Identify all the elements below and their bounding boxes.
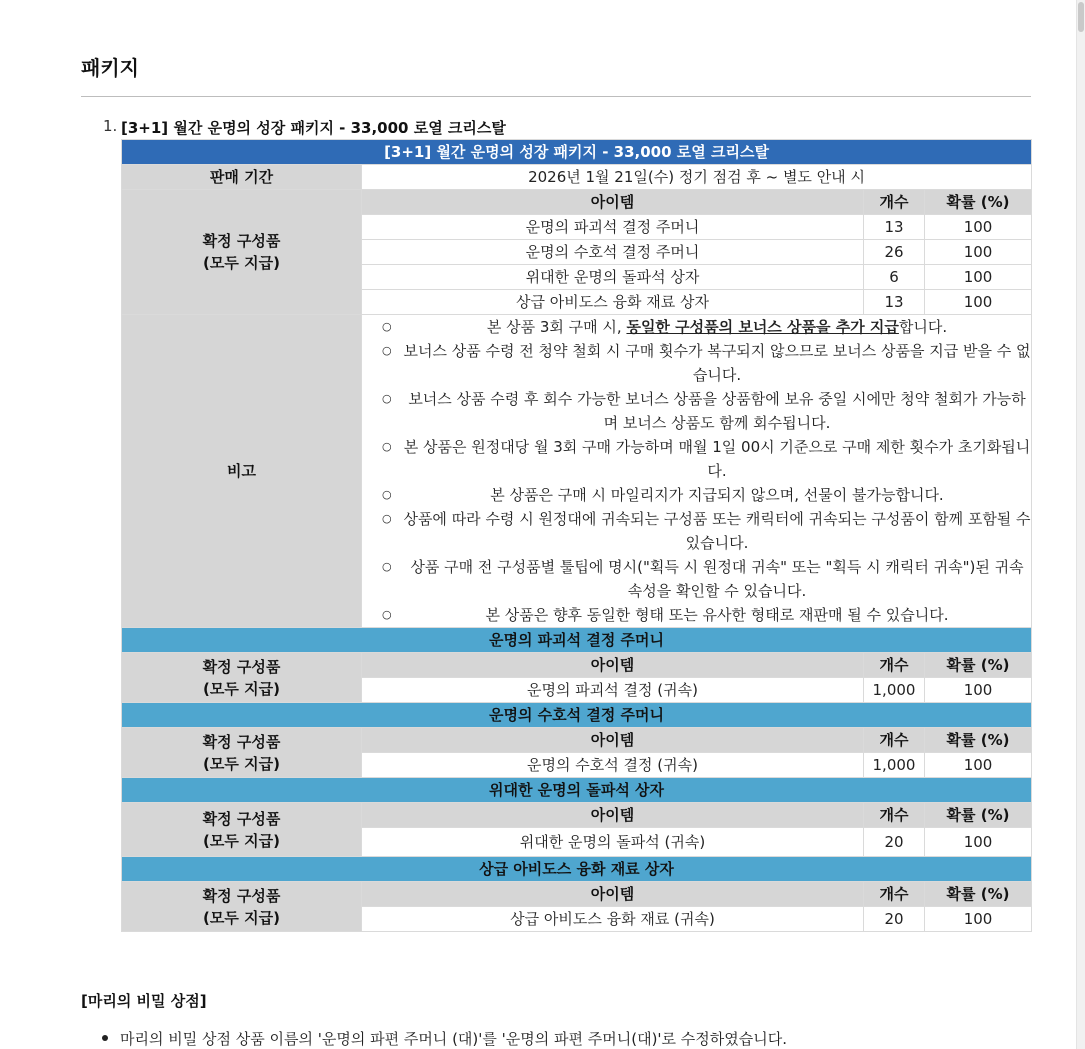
col-head-count: 개수 <box>864 882 925 907</box>
note-text: 본 상품은 원정대당 월 3회 구매 가능하며 매월 1일 00시 기준으로 구매 제한 횟수가 초기화됩니다. <box>403 438 1031 480</box>
item-count: 13 <box>864 215 925 240</box>
fixed-components-label <box>122 882 362 932</box>
fixed-components-label <box>122 190 362 315</box>
sub-box-header: 운명의 수호석 결정 주머니 <box>122 703 1032 728</box>
note-text: 보너스 상품 수령 후 회수 가능한 보너스 상품을 상품함에 보유 중일 시에만 청약 철회가 가능하며 보너스 상품도 함께 회수됩니다. <box>408 390 1026 432</box>
item-prob: 100 <box>925 265 1032 290</box>
sub-box-header: 위대한 운명의 돌파석 상자 <box>122 778 1032 803</box>
note-text: 보너스 상품 수령 전 청약 철회 시 구매 횟수가 복구되지 않으므로 보너스 상품을 지급 받을 수 없습니다. <box>403 342 1031 384</box>
package-list-number: 1. <box>103 117 118 135</box>
circle-bullet-icon: ○ <box>382 608 392 621</box>
bullet-dot-icon <box>102 1035 108 1041</box>
col-head-item: 아이템 <box>362 882 864 907</box>
fixed-components-label-line2: (모두 지급) <box>203 908 280 927</box>
circle-bullet-icon: ○ <box>382 560 392 573</box>
item-name: 위대한 운명의 돌파석 상자 <box>362 265 864 290</box>
circle-bullet-icon: ○ <box>382 344 392 357</box>
item-prob: 100 <box>925 290 1032 315</box>
item-name: 운명의 수호석 결정 (귀속) <box>362 753 864 778</box>
item-count: 1,000 <box>864 678 925 703</box>
item-count: 6 <box>864 265 925 290</box>
col-head-count: 개수 <box>864 190 925 215</box>
item-name: 상급 아비도스 융화 재료 상자 <box>362 290 864 315</box>
list-item <box>362 435 1031 483</box>
fixed-components-label <box>122 728 362 778</box>
fixed-components-label <box>122 653 362 703</box>
fixed-components-label-line2: (모두 지급) <box>203 754 280 773</box>
col-head-prob: 확률 (%) <box>925 728 1032 753</box>
col-head-item: 아이템 <box>362 653 864 678</box>
list-item <box>362 507 1031 555</box>
fixed-components-label <box>122 803 362 857</box>
col-head-count: 개수 <box>864 653 925 678</box>
list-item <box>102 1028 787 1049</box>
package-title: [3+1] 월간 운명의 성장 패키지 - 33,000 로열 크리스탈 <box>121 119 506 137</box>
package-table <box>121 139 1032 932</box>
item-count: 13 <box>864 290 925 315</box>
item-count: 26 <box>864 240 925 265</box>
list-item <box>362 387 1031 435</box>
col-head-item: 아이템 <box>362 190 864 215</box>
secret-shop-item-text: 마리의 비밀 상점 상품 이름의 '운명의 파편 주머니 (대)'를 '운명의 파편 주머니(대)'로 수정하였습니다. <box>120 1030 788 1048</box>
list-item <box>362 483 1031 507</box>
item-count: 20 <box>864 828 925 857</box>
list-item <box>362 315 1031 339</box>
note-text: 합니다. <box>898 318 948 336</box>
circle-bullet-icon: ○ <box>382 488 392 501</box>
package-table-header: [3+1] 월간 운명의 성장 패키지 - 33,000 로열 크리스탈 <box>122 140 1032 165</box>
list-item <box>362 339 1031 387</box>
fixed-components-label-line1: 확정 구성품 <box>202 657 281 676</box>
col-head-item: 아이템 <box>362 803 864 828</box>
note-text: 본 상품은 향후 동일한 형태 또는 유사한 형태로 재판매 될 수 있습니다. <box>485 606 949 624</box>
item-prob: 100 <box>925 828 1032 857</box>
fixed-components-label-line1: 확정 구성품 <box>202 232 281 250</box>
circle-bullet-icon: ○ <box>382 392 392 405</box>
note-text: 본 상품은 구매 시 마일리지가 지급되지 않으며, 선물이 불가능합니다. <box>490 486 944 504</box>
divider <box>81 96 1031 97</box>
circle-bullet-icon: ○ <box>382 512 392 525</box>
note-text: 본 상품 3회 구매 시, <box>486 318 627 336</box>
circle-bullet-icon: ○ <box>382 320 392 333</box>
section-title: 패키지 <box>81 56 139 80</box>
item-count: 1,000 <box>864 753 925 778</box>
fixed-components-label-line1: 확정 구성품 <box>202 886 281 905</box>
list-item <box>362 555 1031 603</box>
notes-list <box>362 315 1031 627</box>
item-name: 운명의 수호석 결정 주머니 <box>362 240 864 265</box>
vertical-scrollbar[interactable] <box>1076 0 1085 1049</box>
item-prob: 100 <box>925 215 1032 240</box>
fixed-components-label-line1: 확정 구성품 <box>202 809 281 828</box>
sale-period-label: 판매 기간 <box>122 165 362 190</box>
item-name: 운명의 파괴석 결정 주머니 <box>362 215 864 240</box>
list-item <box>362 603 1031 627</box>
notes-cell <box>362 315 1032 628</box>
item-name: 상급 아비도스 융화 재료 (귀속) <box>362 907 864 932</box>
col-head-prob: 확률 (%) <box>925 882 1032 907</box>
note-emphasis: 동일한 구성품의 보너스 상품을 추가 지급 <box>626 318 899 336</box>
col-head-prob: 확률 (%) <box>925 653 1032 678</box>
col-head-count: 개수 <box>864 728 925 753</box>
fixed-components-label-line2: (모두 지급) <box>203 254 280 272</box>
item-count: 20 <box>864 907 925 932</box>
note-text: 상품에 따라 수령 시 원정대에 귀속되는 구성품 또는 캐릭터에 귀속되는 구성품이 함께 포함될 수 있습니다. <box>403 510 1031 552</box>
item-prob: 100 <box>925 678 1032 703</box>
secret-shop-title: [마리의 비밀 상점] <box>81 992 207 1010</box>
col-head-prob: 확률 (%) <box>925 190 1032 215</box>
item-prob: 100 <box>925 240 1032 265</box>
col-head-prob: 확률 (%) <box>925 803 1032 828</box>
item-name: 위대한 운명의 돌파석 (귀속) <box>362 828 864 857</box>
item-prob: 100 <box>925 907 1032 932</box>
sub-box-header: 상급 아비도스 융화 재료 상자 <box>122 857 1032 882</box>
col-head-item: 아이템 <box>362 728 864 753</box>
item-prob: 100 <box>925 753 1032 778</box>
notes-label: 비고 <box>122 315 362 628</box>
scrollbar-thumb[interactable] <box>1078 2 1084 32</box>
sub-box-header: 운명의 파괴석 결정 주머니 <box>122 628 1032 653</box>
col-head-count: 개수 <box>864 803 925 828</box>
fixed-components-label-line2: (모두 지급) <box>203 679 280 698</box>
note-text: 상품 구매 전 구성품별 툴팁에 명시("획득 시 원정대 귀속" 또는 "획득 시 캐릭터 귀속")된 귀속 속성을 확인할 수 있습니다. <box>410 558 1024 600</box>
item-name: 운명의 파괴석 결정 (귀속) <box>362 678 864 703</box>
sale-period-value: 2026년 1월 21일(수) 정기 점검 후 ~ 별도 안내 시 <box>362 165 1032 190</box>
fixed-components-label-line2: (모두 지급) <box>203 831 280 850</box>
fixed-components-label-line1: 확정 구성품 <box>202 732 281 751</box>
circle-bullet-icon: ○ <box>382 440 392 453</box>
